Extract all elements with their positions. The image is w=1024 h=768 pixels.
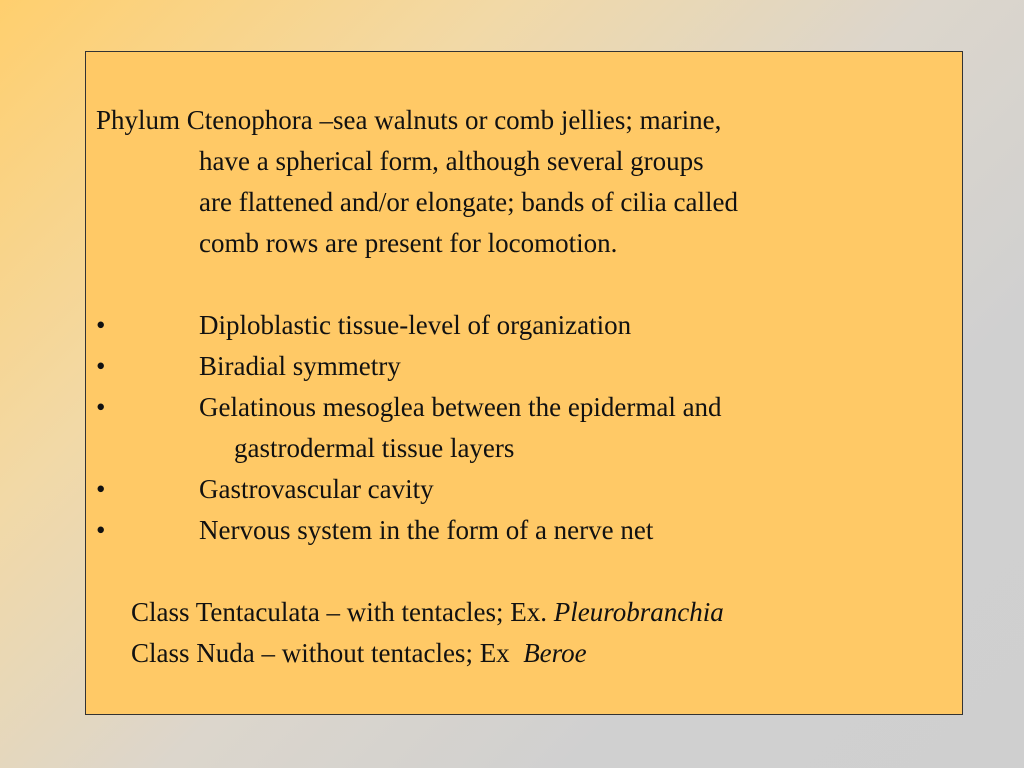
class-tentaculata-line xyxy=(96,592,942,633)
intro-line-2: have a spherical form, although several groups xyxy=(199,146,704,176)
bullet-item xyxy=(96,305,942,346)
bullet-continuation: gastrodermal tissue layers xyxy=(234,433,515,463)
bullet-item xyxy=(96,346,942,387)
spacer xyxy=(96,264,942,305)
class-example: Beroe xyxy=(523,638,587,668)
class-label: Class Nuda – without tentacles; Ex xyxy=(131,638,524,668)
class-label: Class Tentaculata – with tentacles; Ex. xyxy=(131,597,554,627)
slide-content-box xyxy=(85,51,963,715)
bullet-text: Gelatinous mesoglea between the epidermal and xyxy=(199,392,722,422)
class-nuda-line xyxy=(96,633,942,674)
bullet-item xyxy=(96,469,942,510)
bullet-icon: • xyxy=(96,515,106,545)
bullet-text: Gastrovascular cavity xyxy=(199,474,434,504)
intro-line-4: comb rows are present for locomotion. xyxy=(199,228,618,258)
bullet-item xyxy=(96,510,942,551)
bullet-icon: • xyxy=(96,310,106,340)
bullet-text: Nervous system in the form of a nerve net xyxy=(199,515,654,545)
intro-line-1: Phylum Ctenophora –sea walnuts or comb jellies; marine, xyxy=(96,105,722,135)
slide-text xyxy=(96,100,942,674)
bullet-icon: • xyxy=(96,474,106,504)
spacer xyxy=(96,551,942,592)
bullet-icon: • xyxy=(96,392,106,422)
bullet-text: Biradial symmetry xyxy=(199,351,401,381)
bullet-item xyxy=(96,387,942,428)
class-example: Pleurobranchia xyxy=(553,597,724,627)
bullet-text: Diploblastic tissue-level of organization xyxy=(199,310,632,340)
bullet-icon: • xyxy=(96,351,106,381)
intro-line-3: are flattened and/or elongate; bands of cilia called xyxy=(199,187,738,217)
